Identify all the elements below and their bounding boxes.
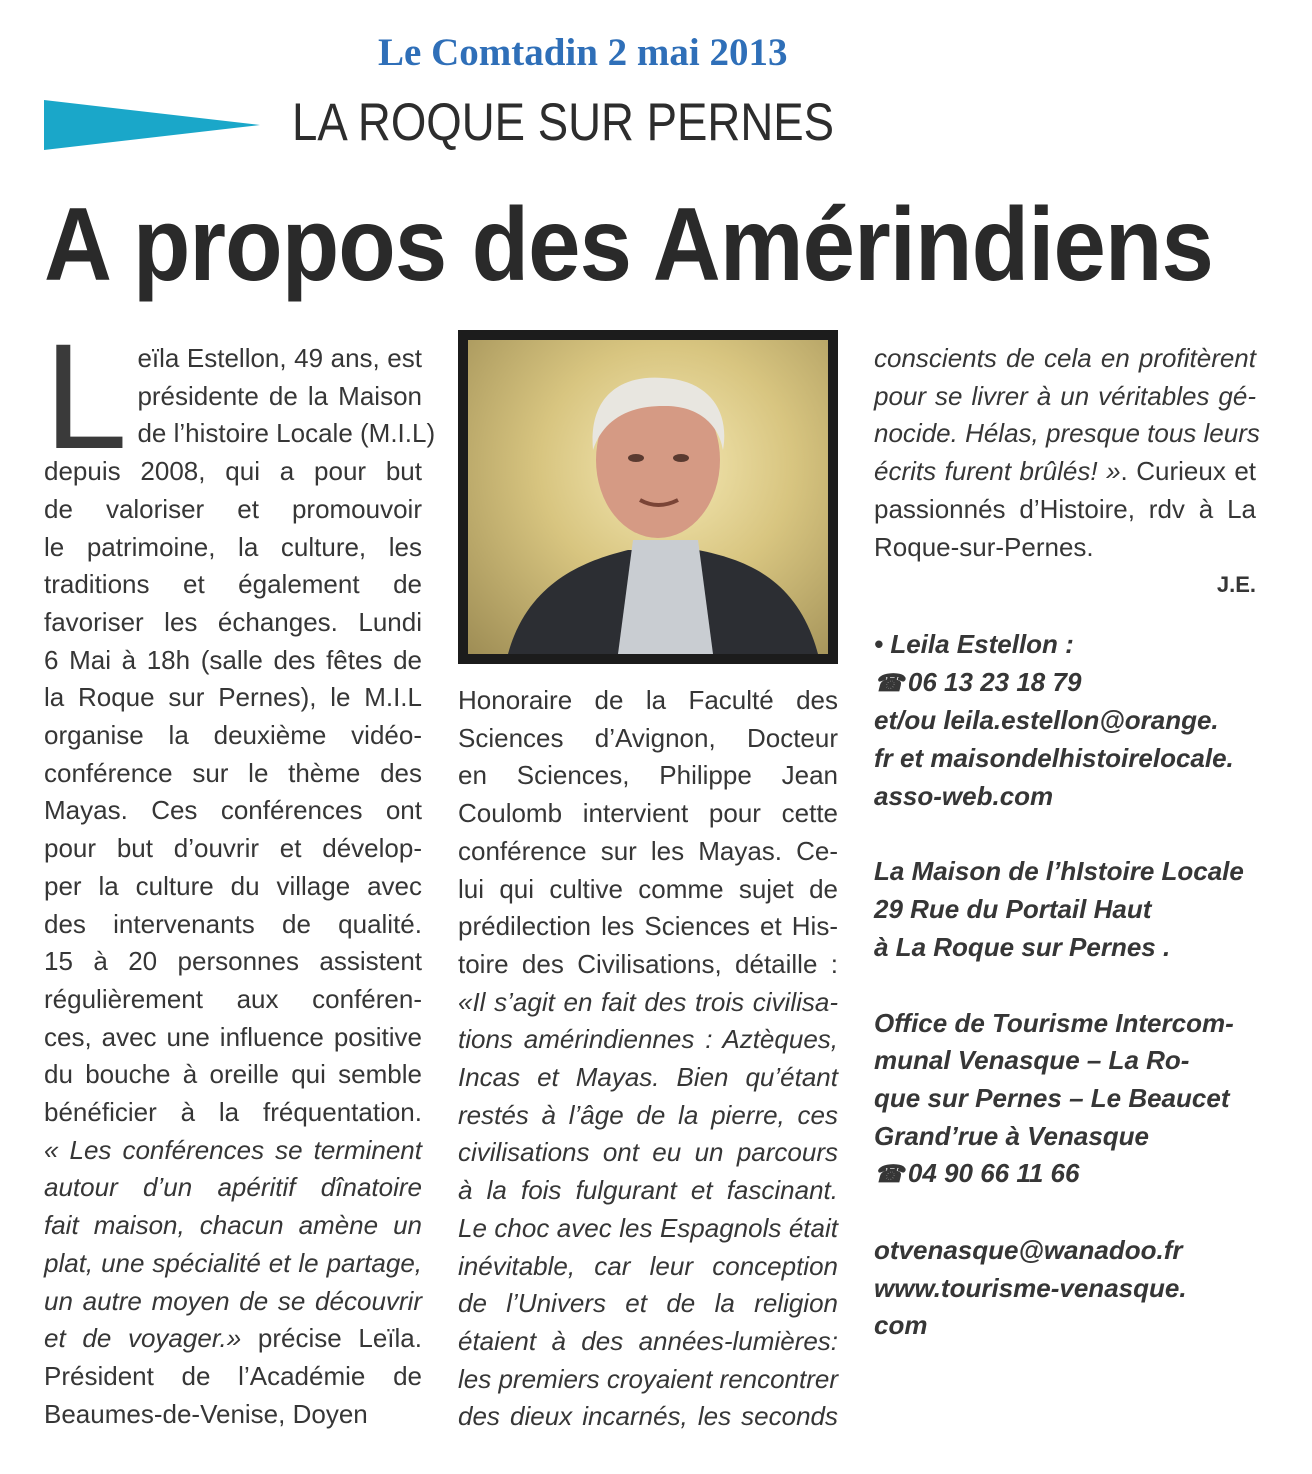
portrait-photo <box>458 330 838 664</box>
text-line: eïla Estellon, 49 ans, est <box>137 343 422 373</box>
address-line: La Maison de l’hIstoire Locale <box>874 856 1244 887</box>
quote-line: Incas et Mayas. Bien qu’étant <box>458 1062 838 1093</box>
quote-line: «Il s’agit en fait des trois civilisa- <box>458 986 838 1017</box>
quote-line: fait maison, chacun amène un <box>44 1210 422 1241</box>
text-line: en Sciences, Philippe Jean <box>458 760 838 791</box>
office-line: Grand’rue à Venasque <box>874 1120 1150 1151</box>
quote-line: restés à l’âge de la pierre, ces <box>458 1099 838 1130</box>
text-line: organise la deuxième vidéo- <box>44 720 422 751</box>
text-line: présidente de la Maison <box>137 380 422 411</box>
text-line: du bouche à oreille qui semble <box>44 1059 422 1090</box>
contact-maison <box>874 853 1256 966</box>
text-line: Beaumes-de-Venise, Doyen <box>44 1398 368 1429</box>
source-caption: Le Comtadin 2 mai 2013 <box>378 31 788 74</box>
quote-text: écrits furent brûlés! » <box>874 456 1121 487</box>
quote-line: inévitable, car leur conception <box>458 1250 838 1281</box>
text-line: traditions et également de <box>44 569 422 600</box>
text-line: Coulomb intervient pour cette <box>458 798 838 829</box>
portrait-image <box>468 340 828 654</box>
text-line: bénéficier à la fréquentation. <box>44 1097 422 1128</box>
text-line: prédilection les Sciences et His- <box>458 911 838 942</box>
portrait-icon <box>468 340 828 654</box>
quote-line: civilisations ont eu un parcours <box>458 1137 838 1168</box>
contact-office <box>874 1005 1256 1346</box>
quote-text: et de voyager.» <box>44 1323 242 1354</box>
contact-phone <box>874 664 1256 703</box>
address-line: à La Roque sur Pernes . <box>874 931 1171 962</box>
text-line <box>44 1320 422 1358</box>
office-web: www.tourisme-venasque. <box>874 1272 1187 1303</box>
office-line: munal Venasque – La Ro- <box>874 1045 1190 1076</box>
text-line: Sciences d’Avignon, Docteur <box>458 722 838 753</box>
office-web: otvenasque@wanadoo.fr <box>874 1235 1183 1266</box>
text-line: 15 à 20 personnes assistent <box>44 946 422 977</box>
office-line: que sur Pernes – Le Beaucet <box>874 1082 1230 1113</box>
quote-line: « Les conférences se terminent <box>44 1134 422 1165</box>
text-line: favoriser les échanges. Lundi <box>44 606 422 637</box>
phone-icon: ☎ <box>874 669 904 697</box>
article-column-2 <box>458 682 838 1436</box>
contact-leila <box>874 626 1256 816</box>
contact-email-line: fr et maisondelhistoirelocale. <box>874 743 1234 774</box>
quote-line: un autre moyen de se découvrir <box>44 1285 422 1316</box>
text-line: lui qui cultive comme sujet de <box>458 873 838 904</box>
text-line: Président de l’Académie de <box>44 1360 422 1391</box>
text-line: de l’histoire Locale (M.I.L) <box>137 418 436 449</box>
text-line: ces, avec une influence positive <box>44 1021 422 1052</box>
contact-email-line: asso-web.com <box>874 780 1054 811</box>
text-line: de valoriser et promouvoir <box>44 493 422 524</box>
text-line: des intervenants de qualité. <box>44 908 422 939</box>
text-line: Roque-sur-Pernes. <box>874 531 1094 562</box>
kicker-arrow-icon <box>44 100 260 150</box>
text-line: Honoraire de la Faculté des <box>458 685 838 715</box>
author-signature: J.E. <box>1216 572 1256 598</box>
contact-name: • Leila Estellon : <box>874 628 1074 659</box>
text-line: régulièrement aux conféren- <box>44 983 422 1014</box>
text-line: per la culture du village avec <box>44 870 422 901</box>
quote-line: conscients de cela en profitèrent <box>874 343 1256 373</box>
quote-line: Le choc avec les Espagnols était <box>458 1212 838 1243</box>
text-line: conférence sur le thème des <box>44 757 422 788</box>
quote-line: plat, une spécialité et le partage, <box>44 1247 422 1278</box>
headline: A propos des Amérindiens <box>44 187 1213 303</box>
text-line: passionnés d’Histoire, rdv à La <box>874 493 1256 524</box>
quote-line: de l’Univers et de la religion <box>458 1288 838 1319</box>
quote-line: pour se livrer à un véritables gé- <box>874 380 1256 411</box>
text-line: pour but d’ouvrir et dévelop- <box>44 833 422 864</box>
phone-icon: ☎ <box>874 1161 904 1189</box>
phone-number: 04 90 66 11 66 <box>907 1158 1080 1189</box>
quote-line: tions amérindiennes : Aztèques, <box>458 1024 838 1055</box>
text-line <box>874 453 1256 491</box>
quote-line: des dieux incarnés, les seconds <box>458 1401 838 1432</box>
phone-number: 06 13 23 18 79 <box>907 666 1082 697</box>
article-column-3 <box>874 340 1260 1345</box>
article-column-1 <box>44 312 436 1433</box>
contact-email-line: et/ou leila.estellon@orange. <box>874 705 1219 736</box>
office-phone <box>874 1155 1256 1194</box>
text-line: la Roque sur Pernes), le M.I.L <box>44 682 422 713</box>
quote-line: les premiers croyaient rencontrer <box>458 1363 839 1394</box>
text-line: 6 Mai à 18h (salle des fêtes de <box>44 644 422 675</box>
quote-line: nocide. Hélas, presque tous leurs <box>874 418 1260 449</box>
drop-cap: L <box>44 312 128 480</box>
text-fragment: précise Leïla. <box>241 1323 422 1354</box>
kicker: LA ROQUE SUR PERNES <box>292 93 835 152</box>
office-line: Office de Tourisme Intercom- <box>874 1007 1234 1038</box>
text-line: Mayas. Ces conférences ont <box>44 795 422 826</box>
text-fragment: . Curieux et <box>1120 456 1256 487</box>
text-line: le patrimoine, la culture, les <box>44 531 422 562</box>
quote-line: étaient à des années-lumières: <box>458 1325 838 1356</box>
office-web: com <box>874 1310 928 1341</box>
text-line: conférence sur les Mayas. Ce- <box>458 835 838 866</box>
quote-line: à la fois fulgurant et fascinant. <box>458 1175 838 1206</box>
text-line: toire des Civilisations, détaille : <box>458 948 838 979</box>
quote-line: autour d’un apéritif dînatoire <box>44 1172 422 1203</box>
address-line: 29 Rue du Portail Haut <box>874 894 1152 925</box>
text-line: depuis 2008, qui a pour but <box>44 456 422 487</box>
